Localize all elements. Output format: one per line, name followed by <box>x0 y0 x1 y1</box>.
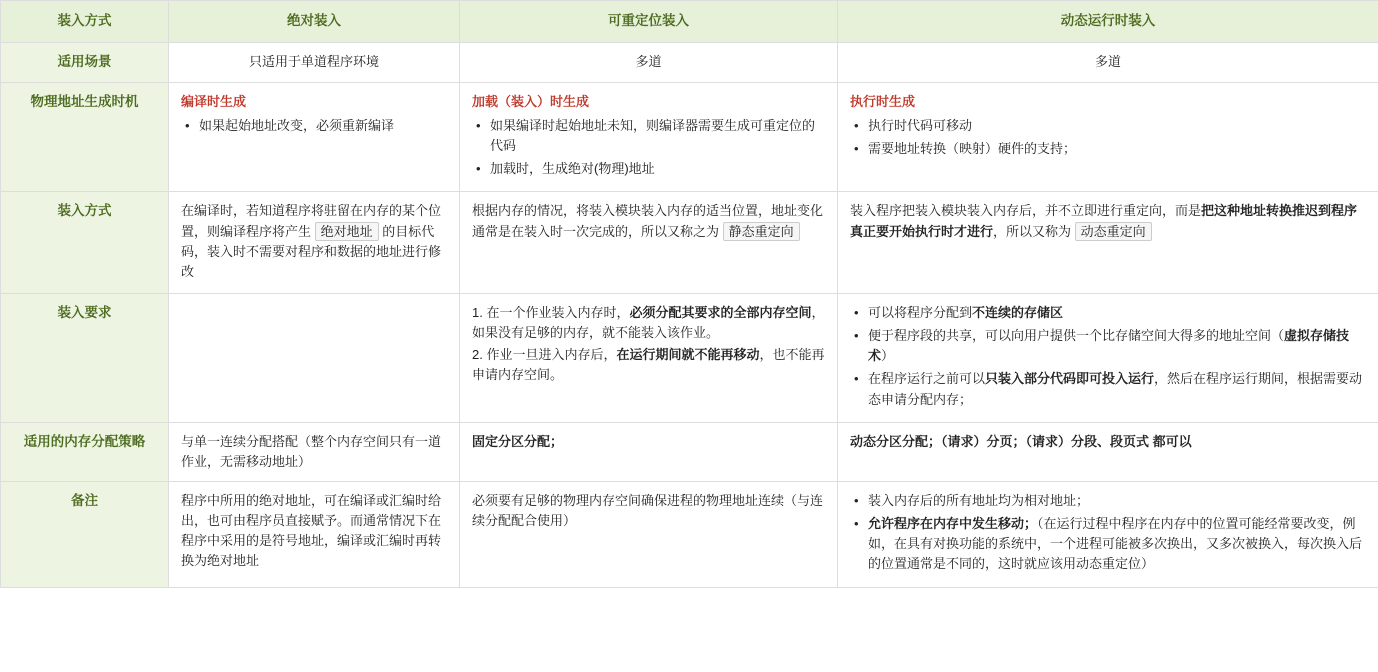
row-label: 适用的内存分配策略 <box>1 422 169 481</box>
cell-relocatable <box>460 192 838 294</box>
table-row <box>1 481 1378 587</box>
list-item: • 装入内存后的所有地址均为相对地址； <box>866 491 1366 511</box>
cell-relocatable: 必须要有足够的物理内存空间确保进程的物理地址连续（与连续分配配合使用） <box>460 481 838 587</box>
table-row <box>1 42 1378 82</box>
cell-relocatable <box>460 293 838 422</box>
cell-relocatable: 多道 <box>460 42 838 82</box>
cell-dynamic <box>838 293 1378 422</box>
list-item: • 执行时代码可移动 <box>866 116 1366 136</box>
header-cell-dynamic: 动态运行时装入 <box>838 1 1378 43</box>
cell-dynamic <box>838 82 1378 192</box>
rich-text: 根据内存的情况，将装入模块装入内存的适当位置，地址变化通常是在装入时一次完成的，所以又称之为 静态重定向 <box>472 203 824 239</box>
list-item: • 如果编译时起始地址未知，则编译器需要生成可重定位的代码 <box>488 116 825 156</box>
cell-absolute: 只适用于单道程序环境 <box>169 42 460 82</box>
table-row <box>1 422 1378 481</box>
cell-dynamic: 多道 <box>838 42 1378 82</box>
table-row <box>1 82 1378 192</box>
list-item: • 如果起始地址改变，必须重新编译 <box>197 116 447 136</box>
cell-relocatable: 固定分区分配； <box>460 422 838 481</box>
cell-relocatable <box>460 82 838 192</box>
cell-absolute <box>169 82 460 192</box>
rich-text: 装入程序把装入模块装入内存后，并不立即进行重定向，而是把这种地址转换推迟到程序真正要开始执行时才进行，所以又称为 动态重定向 <box>850 203 1358 239</box>
list-item: • 可以将程序分配到不连续的存储区 <box>866 303 1366 323</box>
bullet-list <box>850 116 1366 159</box>
row-label: 物理地址生成时机 <box>1 82 169 192</box>
list-item: • 允许程序在内存中发生移动；（在运行过程中程序在内存中的位置可能经常要改变，例如，在具有对换功能的系统中，一个进程可能被多次换出，又多次被换入，每次换入后的位置通常是不同的，这时就应该用动态重定位） <box>866 514 1366 574</box>
cell-absolute: 与单一连续分配搭配（整个内存空间只有一道作业，无需移动地址） <box>169 422 460 481</box>
table-row <box>1 192 1378 294</box>
row-label: 装入要求 <box>1 293 169 422</box>
header-cell-method: 装入方式 <box>1 1 169 43</box>
cell-absolute <box>169 293 460 422</box>
header-cell-relocatable: 可重定位装入 <box>460 1 838 43</box>
highlight-text: 加载（装入）时生成 <box>472 93 590 109</box>
cell-dynamic: 动态分区分配；（请求）分页；（请求）分段、段页式 都可以 <box>838 422 1378 481</box>
rich-text: 在编译时，若知道程序将驻留在内存的某个位置，则编译程序将产生 绝对地址 的目标代码，装入时不需要对程序和数据的地址进行修改 <box>181 203 442 279</box>
rich-text: 1. 在一个作业装入内存时，必须分配其要求的全部内存空间，如果没有足够的内存，就不能装入该作业。 <box>472 304 825 341</box>
row-label: 装入方式 <box>1 192 169 294</box>
row-label: 备注 <box>1 481 169 587</box>
header-cell-absolute: 绝对装入 <box>169 1 460 43</box>
list-item: • 便于程序段的共享，可以向用户提供一个比存储空间大得多的地址空间（虚拟存储技术） <box>866 326 1366 366</box>
cell-absolute <box>169 192 460 294</box>
highlight-text: 编译时生成 <box>181 93 247 109</box>
list-item: • 需要地址转换（映射）硬件的支持； <box>866 139 1366 159</box>
bullet-list <box>850 491 1366 575</box>
table-header-row <box>1 1 1378 43</box>
table-row <box>1 293 1378 422</box>
cell-dynamic <box>838 481 1378 587</box>
list-item: • 加载时，生成绝对(物理)地址 <box>488 159 825 179</box>
cell-dynamic <box>838 192 1378 294</box>
row-label: 适用场景 <box>1 42 169 82</box>
bullet-list <box>472 116 825 179</box>
list-item: • 在程序运行之前可以只装入部分代码即可投入运行，然后在程序运行期间，根据需要动态申请分配内存； <box>866 369 1366 409</box>
bullet-list <box>181 116 447 136</box>
rich-text: 2. 作业一旦进入内存后，在运行期间就不能再移动，也不能再申请内存空间。 <box>472 347 825 383</box>
highlight-text: 执行时生成 <box>850 93 916 109</box>
cell-absolute: 程序中所用的绝对地址，可在编译或汇编时给出，也可由程序员直接赋予。而通常情况下在程序中采用的是符号地址，编译或汇编时再转换为绝对地址 <box>169 481 460 587</box>
bullet-list <box>850 303 1366 410</box>
